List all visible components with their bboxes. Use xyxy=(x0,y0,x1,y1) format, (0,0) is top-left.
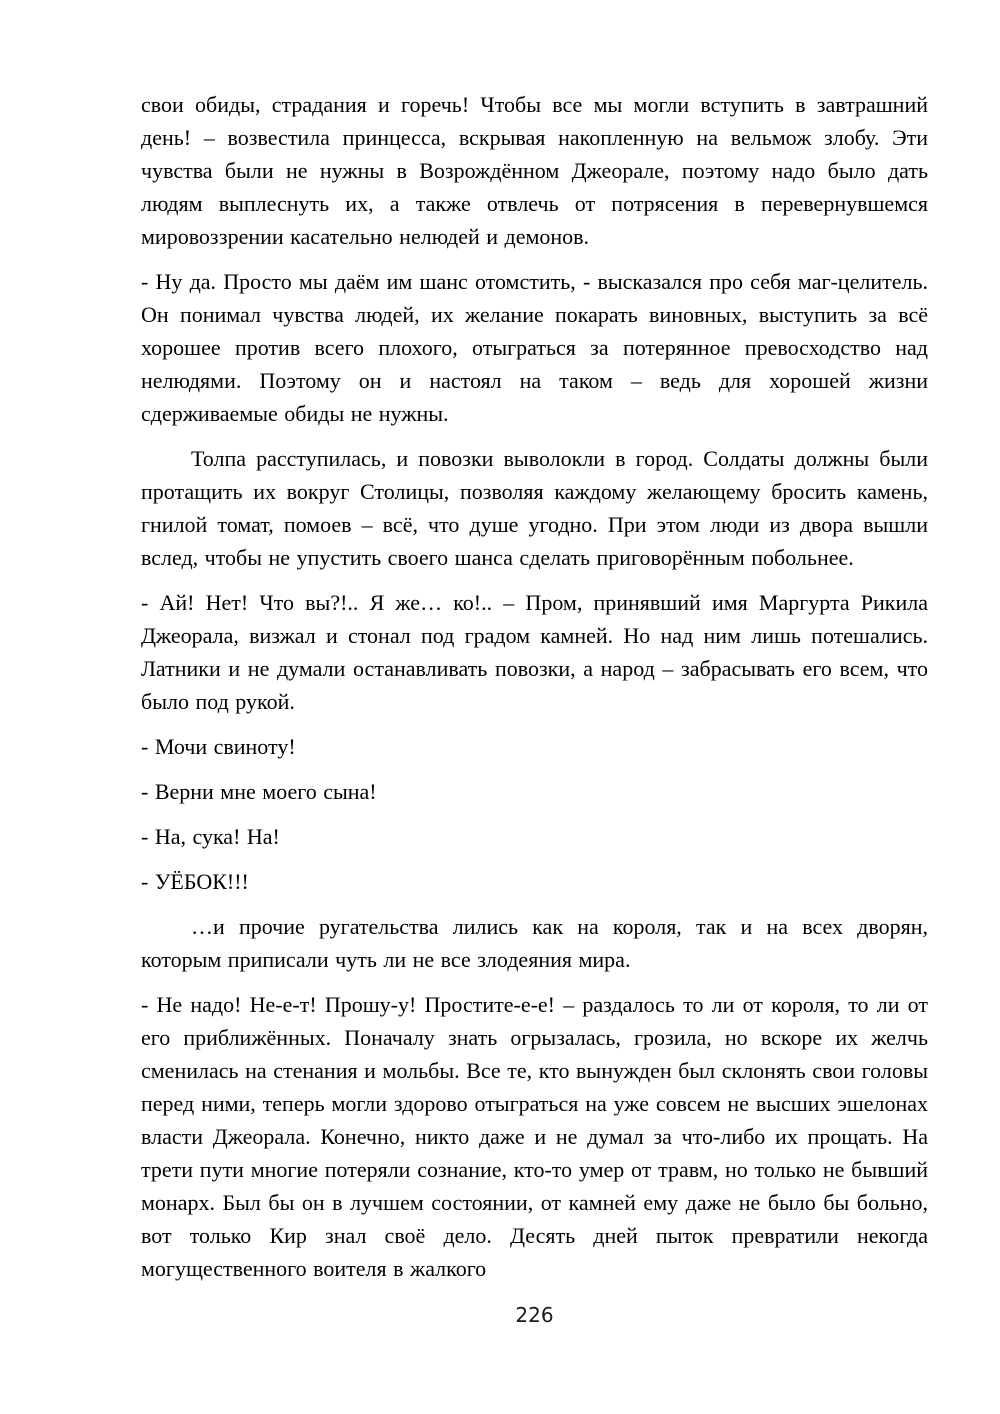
paragraph-shout-3: - На, сука! На! xyxy=(141,824,280,849)
paragraph-dialogue-healer: - Ну да. Просто мы даём им шанс отомстить, - высказался про себя маг-целитель. Он понимал чувства людей, их желание покарать виновных, выступить за всё хорошее против всего плохого, отыграться за потерянное превосходство над нелюдями. Поэтому он и настоял на таком – ведь для хорошей жизни сдерживаемые обиды не нужны. xyxy=(141,269,928,426)
paragraph-shout-1: - Мочи свиноту! xyxy=(141,734,296,759)
paragraph-continuation: свои обиды, страдания и горечь! Чтобы все мы могли вступить в завтрашний день! – возвестила принцесса, вскрывая накопленную на вельмож злобу. Эти чувства были не нужны в Возрождённом Джеорале, поэтому надо было дать людям выплеснуть их, а также отвлечь от потрясения в перевернувшемся мировоззрении касательно нелюдей и демонов. xyxy=(141,92,928,249)
paragraph-curses: …и прочие ругательства лились как на короля, так и на всех дворян, которым приписали чуть ли не все злодеяния мира. xyxy=(141,914,928,972)
page-number: 226 xyxy=(515,1303,554,1327)
paragraph-dialogue-prom: - Ай! Нет! Что вы?!.. Я же… ко!.. – Пром, принявший имя Маргурта Рикила Джеорала, визжал и стонал под градом камней. Но над ним лишь потешались. Латники и не думали останавливать повозки, а народ – забрасывать его всем, что было под рукой. xyxy=(141,590,928,714)
paragraph-shout-2: - Верни мне моего сына! xyxy=(141,779,377,804)
paragraph-crowd: Толпа расступилась, и повозки выволокли в город. Солдаты должны были протащить их вокруг Столицы, позволяя каждому желающему бросить камень, гнилой томат, помоев – всё, что душе угодно. При этом люди из двора вышли вслед, чтобы не упустить своего шанса сделать приговорённым побольнее. xyxy=(141,446,928,570)
paragraph-dialogue-king: - Не надо! Не-е-т! Прошу-у! Простите-е-е! – раздалось то ли от короля, то ли от его приближённых. Поначалу знать огрызалась, грозила, но вскоре их желчь сменилась на стенания и мольбы. Все те, кто вынужден был склонять свои головы перед ними, теперь могли здорово отыграться на уже совсем не высших эшелонах власти Джеорала. Конечно, никто даже и не думал за что-либо их прощать. На трети пути многие потеряли сознание, кто-то умер от травм, но только не бывший монарх. Был бы он в лучшем состоянии, от камней ему даже не было бы больно, вот только Кир знал своё дело. Десять дней пыток превратили некогда могущественного воителя в жалкого xyxy=(141,992,928,1281)
page-body-text xyxy=(141,88,928,1285)
paragraph-shout-4: - УЁБОК!!! xyxy=(141,869,249,894)
